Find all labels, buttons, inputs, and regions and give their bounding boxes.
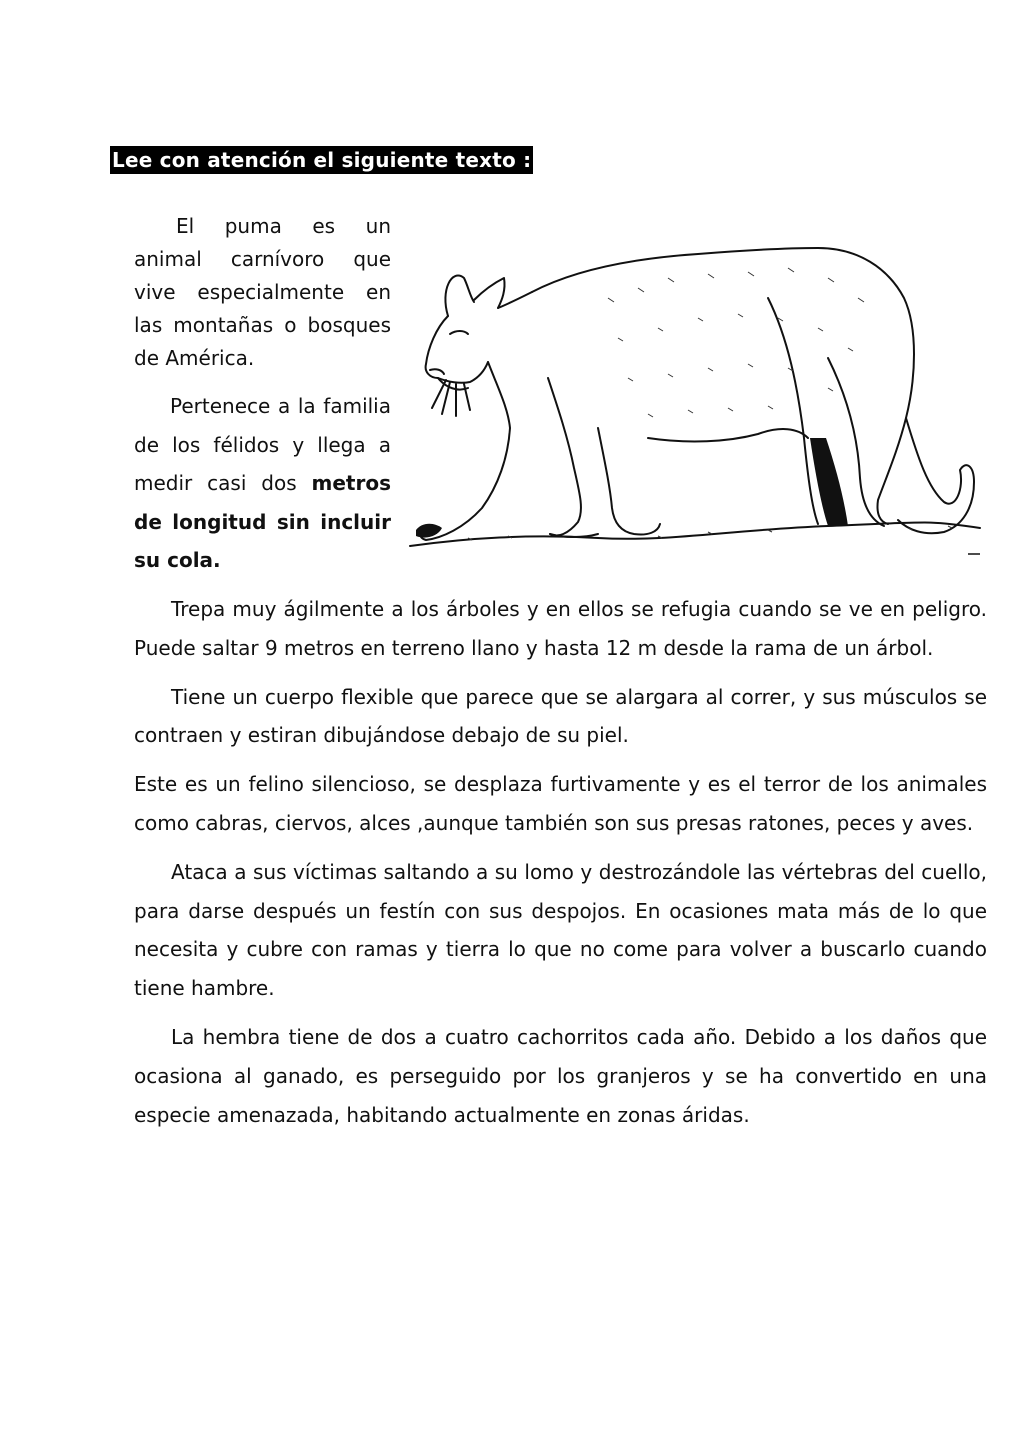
intro-paragraph-2-bold: metros de longitud sin incluir su cola. — [134, 471, 391, 572]
paragraph: Ataca a sus víctimas saltando a su lomo y destrozándole las vértebras del cuello, para darse después un festín con sus despojos. En ocasiones mata más de lo que necesita y cubre con ramas y tierra lo que no come para volver a buscarlo cuando tiene hambre. — [134, 859, 987, 1001]
intro-paragraph-2-text: Pertenece a la familia de los félidos y llega a medir casi dos — [134, 394, 391, 495]
intro-column — [134, 210, 391, 580]
paragraph: Tiene un cuerpo flexible que parece que se alargara al correr, y sus músculos se contraen y estiran dibujándose debajo de su piel. — [134, 684, 987, 748]
intro-paragraph-1 — [134, 210, 391, 375]
paragraph: La hembra tiene de dos a cuatro cachorritos cada año. Debido a los daños que ocasiona al ganado, es perseguido por los granjeros y se ha convertido en una especie amenazada, habitando actualmente en zonas áridas. — [134, 1024, 987, 1127]
instruction-heading: Lee con atención el siguiente texto : — [112, 148, 532, 172]
paragraph: Trepa muy ágilmente a los árboles y en ellos se refugia cuando se ve en peligro. Puede saltar 9 metros en terreno llano y hasta 12 m desde la rama de un árbol. — [134, 597, 987, 660]
intro-paragraph-1-text: El puma es un animal carnívoro que vive especialmente en las montañas o bosques de América. — [134, 214, 391, 370]
puma-drawing-icon — [408, 238, 984, 568]
paragraph: Este es un felino silencioso, se desplaza furtivamente y es el terror de los animales como cabras, ciervos, alces ,aunque también son sus presas ratones, peces y aves. — [134, 772, 987, 835]
intro-paragraph-2 — [134, 387, 391, 580]
body-text — [134, 590, 987, 1144]
